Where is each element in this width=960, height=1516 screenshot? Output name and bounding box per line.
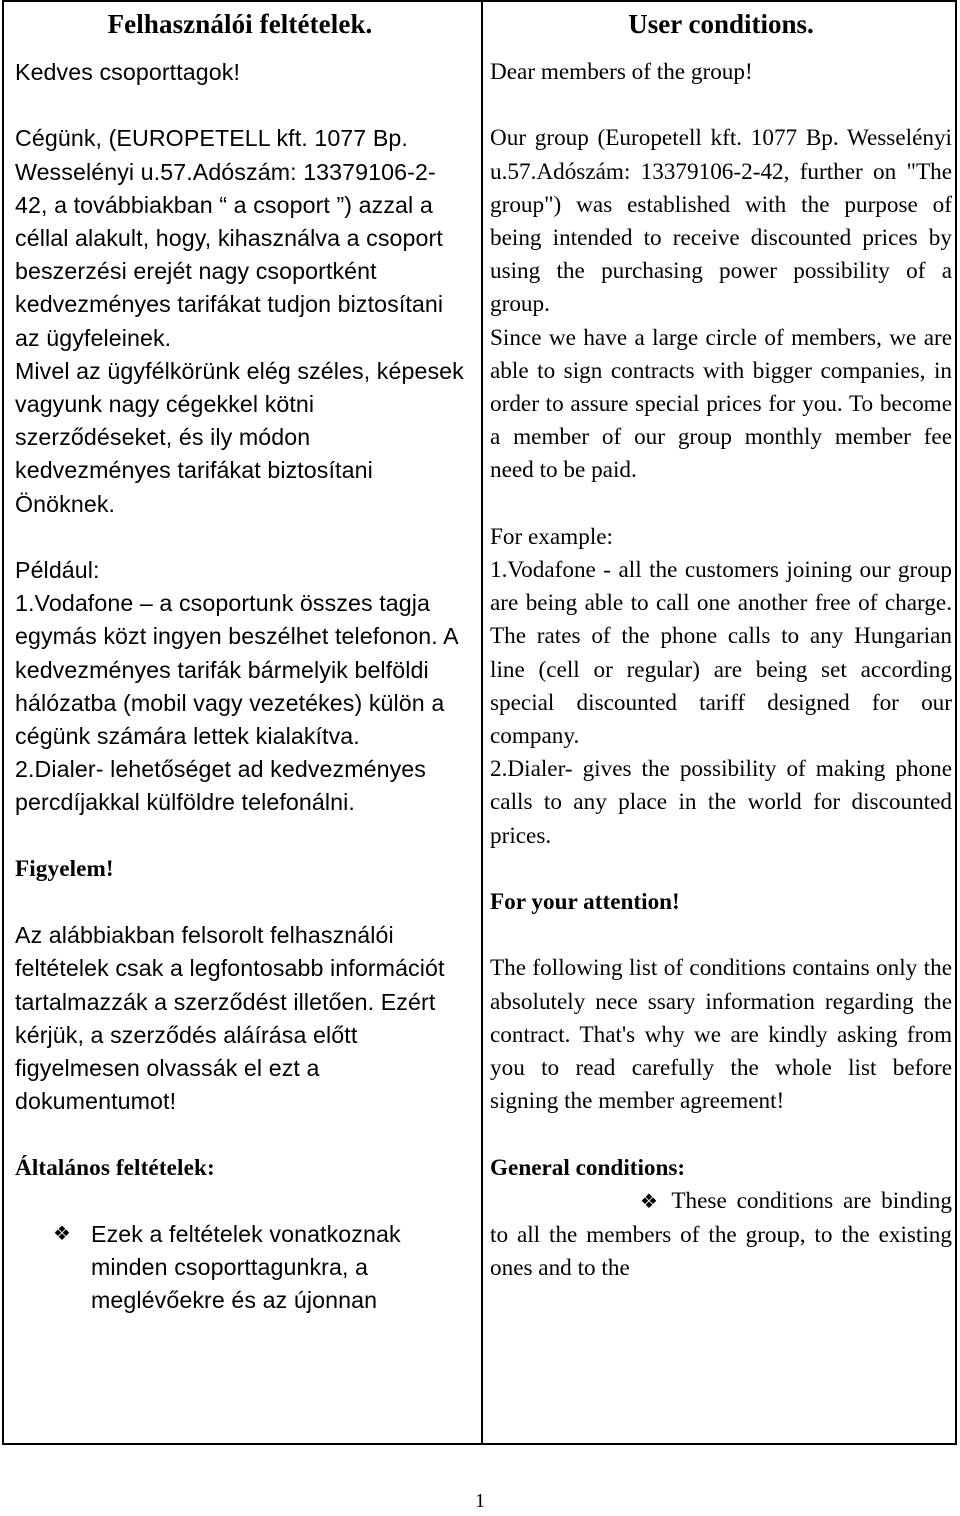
hungarian-body: Mivel az ügyfélkörünk elég széles, képesek vagyunk nagy cégekkel kötni szerződéseket, és ily módon kedvezményes tarifákat biztosítani Önöknek. — [15, 357, 464, 517]
hungarian-greeting: Kedves csoporttagok! — [15, 59, 240, 85]
english-title: User conditions. — [628, 9, 814, 39]
hungarian-title: Felhasználói feltételek. — [107, 9, 373, 39]
hungarian-column — [15, 2, 465, 1318]
four-diamond-bullet-icon: ❖ — [53, 1223, 72, 1246]
english-intro: Our group (Europetell kft. 1077 Bp. Wesselényi u.57.Adószám: 13379106-2-42, further on "The group") was established with the purpose of being intended to receive discounted prices by using the purchasing power possibility of a group. — [490, 125, 952, 318]
english-bullet-item — [490, 1185, 952, 1286]
english-bullet-text: These conditions are binding to all the members of the group, to the existing ones and to the — [490, 1187, 952, 1282]
english-example-2: 2.Dialer- gives the possibility of making phone calls to any place in the world for discounted prices. — [490, 756, 952, 849]
english-general-heading: General conditions: — [490, 1154, 686, 1181]
english-attention-text: The following list of conditions contains only the absolutely nece ssary information regarding the contract. That's why we are kindly asking from you to read carefully the whole list before signing the member agreement! — [490, 955, 952, 1115]
page-number: 1 — [475, 1490, 485, 1512]
english-example-1: 1.Vodafone - all the customers joining our group are being able to call one another free of charge. The rates of the phone calls to any Hungarian line (cell or regular) are being set according special discounted tariff designed for our company. — [490, 557, 952, 750]
english-example-label: For example: — [490, 523, 613, 550]
hungarian-bullet-item — [15, 1218, 465, 1318]
hungarian-attention-heading: Figyelem! — [15, 855, 114, 882]
hungarian-example-label: Például: — [15, 557, 100, 584]
english-column — [490, 2, 952, 1285]
english-body: Since we have a large circle of members, we are able to sign contracts with bigger companies, in order to assure special prices for you. To become a member of our group monthly member fee need to be paid. — [490, 324, 952, 484]
hungarian-attention-text: Az alábbiakban felsorolt felhasználói feltételek csak a legfontosabb információt tartalmazzák a szerződést illetően. Ezért kérjük, a szerződés aláírása előtt figyelmesen olvassák el ezt a dokumentumot! — [15, 922, 445, 1115]
column-divider — [481, 2, 483, 1443]
hungarian-example-1: 1.Vodafone – a csoportunk összes tagja egymás közt ingyen beszélhet telefonon. A kedvezményes tarifák bármelyik belföldi hálózatba (mobil vagy vezetékes) külön a cégünk számára lettek kialakítva. — [15, 590, 458, 750]
hungarian-example-2: 2.Dialer- lehetőséget ad kedvezményes percdíjakkal külföldre telefonálni. — [15, 756, 426, 816]
hungarian-bullet-text: Ezek a feltételek vonatkoznak minden csoporttagunkra, a meglévőekre és az újonnan — [91, 1221, 401, 1314]
english-greeting: Dear members of the group! — [490, 59, 753, 85]
two-column-table — [2, 0, 957, 1445]
hungarian-general-heading: Általános feltételek: — [15, 1154, 215, 1181]
english-attention-heading: For your attention! — [490, 889, 680, 916]
hungarian-intro: Cégünk, (EUROPETELL kft. 1077 Bp. Wesselényi u.57.Adószám: 13379106-2-42, a továbbiakban “ a csoport ”) azzal a céllal alakult, hogy, kihasználva a csoport beszerzési erejét nagy csoportként kedvezményes tarifákat tudjon biztosítani az ügyfeleinek. — [15, 125, 444, 351]
four-diamond-bullet-icon: ❖ — [640, 1190, 662, 1213]
